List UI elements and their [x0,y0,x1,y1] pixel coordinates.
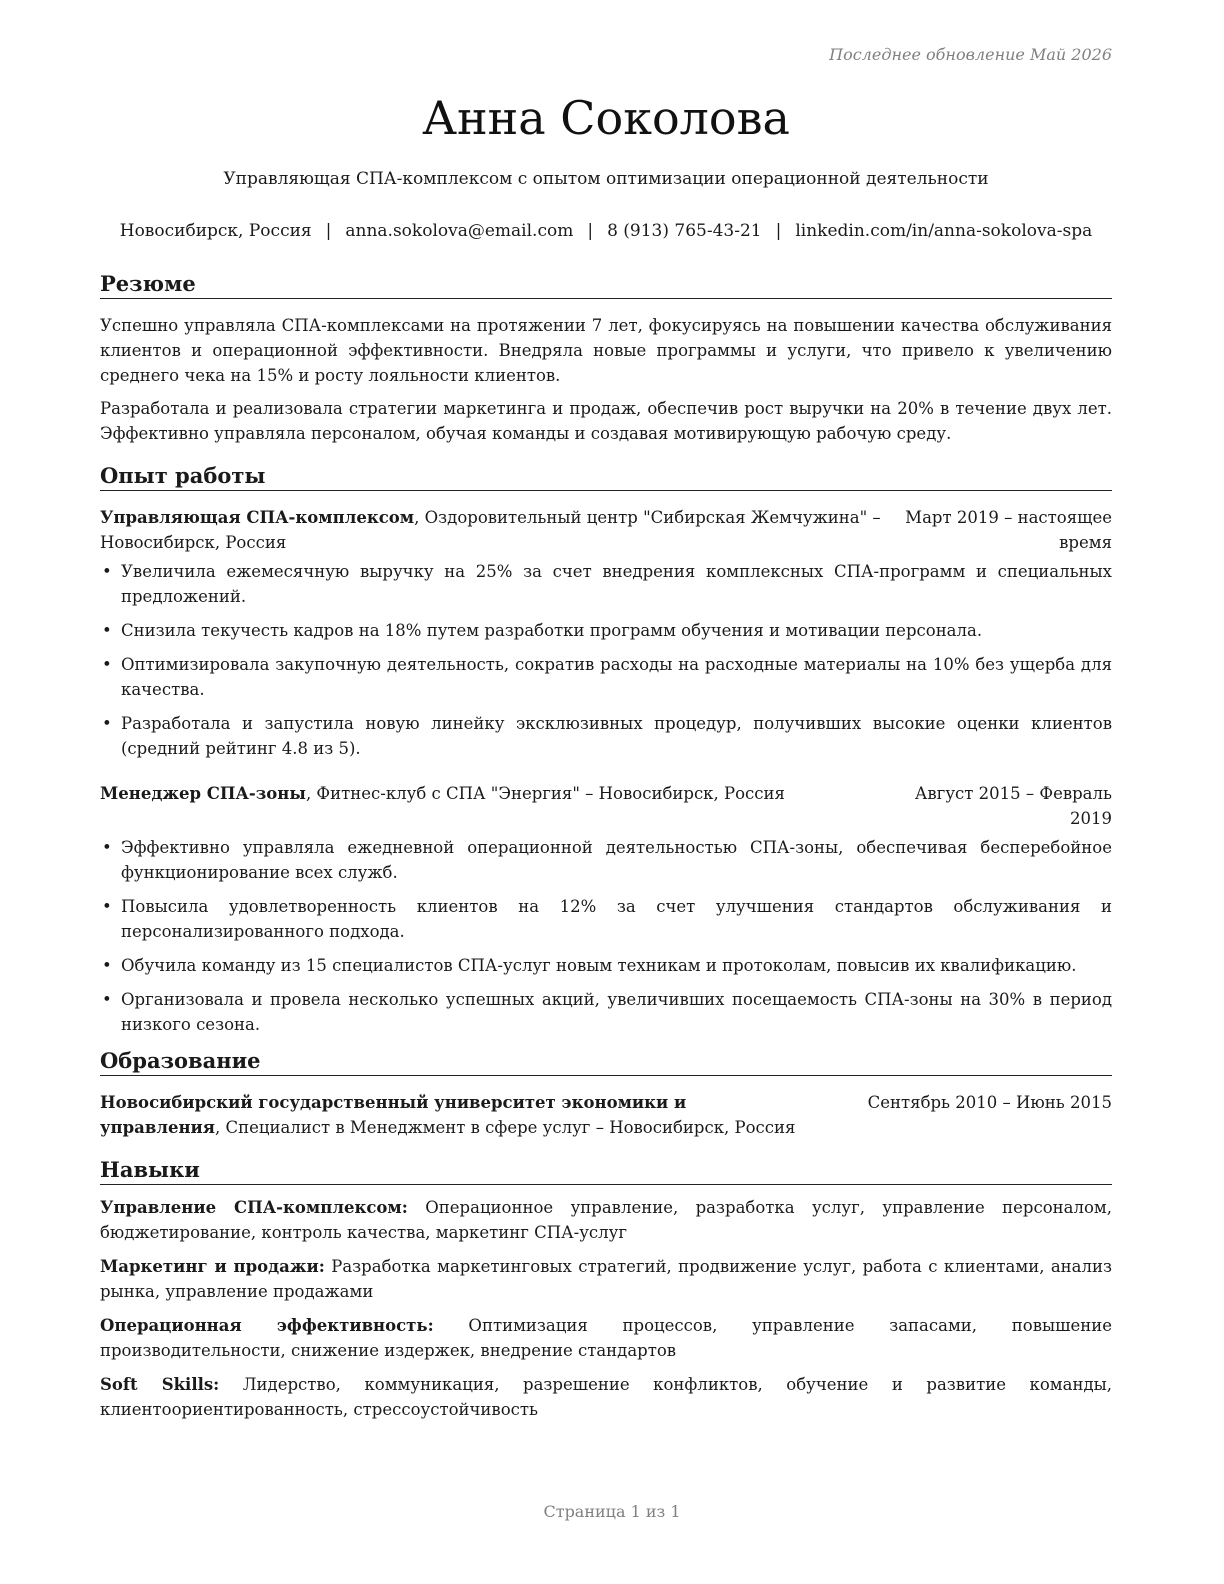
job-details: , Фитнес-клуб с СПА "Энергия" – Новосибирск, Россия [305,784,785,803]
last-updated-note: Последнее обновление Май 2026 [829,45,1112,64]
skill-group [100,1372,1112,1422]
skill-group-text: Операционное управление, разработка услуг, управление персоналом, бюджетирование, контроль качества, маркетинг СПА-услуг [100,1198,1112,1242]
education-entry [100,1090,1112,1140]
job-role: Менеджер СПА-зоны [100,784,306,803]
skill-group-label: Маркетинг и продажи: [100,1257,325,1276]
job-details: , Оздоровительный центр "Сибирская Жемчужина" – Новосибирск, Россия [100,508,881,552]
candidate-name: Анна Соколова [422,91,790,145]
education-details: , Специалист в Менеджмент в сфере услуг – Новосибирск, Россия [214,1118,796,1137]
contact-phone: 8 (913) 765-43-21 [607,221,762,241]
job-dates: Март 2019 – настоящее время [905,508,1112,552]
skills-section [100,1156,1112,1422]
contact-location: Новосибирск, Россия [119,221,312,241]
contact-separator: | [587,221,594,241]
education-section [100,1047,1112,1140]
list-item: • Снизила текучесть кадров на 18% путем разработки программ обучения и мотивации персонала. [100,618,1112,643]
skill-group-text: Оптимизация процессов, управление запасами, повышение производительности, снижение издержек, внедрение стандартов [100,1316,1112,1360]
summary-section [100,270,1112,446]
contact-separator: | [325,221,332,241]
job-header [100,781,1112,831]
skill-group-label: Управление СПА-комплексом: [100,1198,408,1217]
job-dates: Август 2015 – Февраль 2019 [914,784,1112,828]
job-header [100,505,1112,555]
job-role: Управляющая СПА-комплексом [100,508,415,527]
contact-line [100,220,1112,242]
contact-email[interactable]: anna.sokolova@email.com [345,221,574,241]
job-achievements [100,559,1112,761]
section-title-summary: Резюме [100,270,1112,299]
skill-group [100,1195,1112,1245]
list-item: • Организовала и провела несколько успешных акций, увеличивших посещаемость СПА-зоны на 30% в период низкого сезона. [100,987,1112,1037]
list-item: • Разработала и запустила новую линейку эксклюзивных процедур, получивших высокие оценки клиентов (средний рейтинг 4.8 из 5). [100,711,1112,761]
education-dates: Сентябрь 2010 – Июнь 2015 [867,1093,1112,1112]
job-title-line [100,781,890,831]
list-item: • Обучила команду из 15 специалистов СПА-услуг новым техникам и протоколам, повысив их квалификацию. [100,953,1112,978]
skill-group-label: Soft Skills: [100,1375,220,1394]
education-institution: Новосибирский государственный университет экономики и управления [100,1093,687,1137]
section-title-skills: Навыки [100,1156,1112,1185]
contact-separator: | [775,221,782,241]
summary-paragraph: Разработала и реализовала стратегии маркетинга и продаж, обеспечив рост выручки на 20% в течение двух лет. Эффективно управляла персоналом, обучая команды и создавая мотивирующую рабочую среду. [100,399,1112,443]
summary-paragraph: Успешно управляла СПА-комплексами на протяжении 7 лет, фокусируясь на повышении качества обслуживания клиентов и операционной эффективности. Внедряла новые программы и услуги, что привело к увеличению среднего чека на 15% и росту лояльности клиентов. [100,316,1112,385]
education-title-line [100,1090,800,1140]
job-title-line [100,505,890,555]
section-title-education: Образование [100,1047,1112,1076]
job-achievements [100,835,1112,1037]
skill-group [100,1313,1112,1363]
skill-group [100,1254,1112,1304]
skill-group-text: Лидерство, коммуникация, разрешение конфликтов, обучение и развитие команды, клиентоориентированность, стрессоустойчивость [100,1375,1112,1419]
list-item: • Повысила удовлетворенность клиентов на 12% за счет улучшения стандартов обслуживания и персонализированного подхода. [100,894,1112,944]
page-number: Страница 1 из 1 [543,1502,681,1521]
list-item: • Эффективно управляла ежедневной операционной деятельностью СПА-зоны, обеспечивая бесперебойное функционирование всех служб. [100,835,1112,885]
resume-content [100,270,1112,1432]
candidate-tagline: Управляющая СПА-комплексом с опытом оптимизации операционной деятельности [223,169,989,189]
list-item: • Увеличила ежемесячную выручку на 25% за счет внедрения комплексных СПА-программ и специальных предложений. [100,559,1112,609]
section-title-experience: Опыт работы [100,462,1112,491]
skill-group-label: Операционная эффективность: [100,1316,434,1335]
skill-group-text: Разработка маркетинговых стратегий, продвижение услуг, работа с клиентами, анализ рынка, управление продажами [100,1257,1112,1301]
contact-linkedin[interactable]: linkedin.com/in/anna-sokolova-spa [795,221,1093,241]
experience-section [100,462,1112,1037]
list-item: • Оптимизировала закупочную деятельность, сократив расходы на расходные материалы на 10% без ущерба для качества. [100,652,1112,702]
resume-page [100,0,1112,1584]
